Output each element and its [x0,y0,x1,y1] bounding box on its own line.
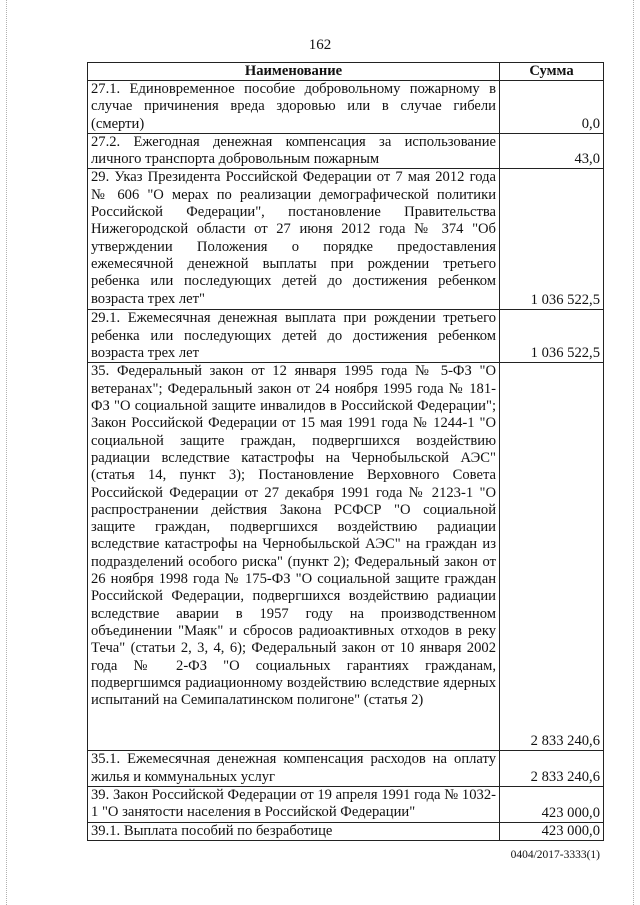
row-sum: 1 036 522,5 [500,169,604,310]
table-row [88,787,604,823]
row-name: 29.1. Ежемесячная денежная выплата при рождении третьего ребенка или последующих детей до достижения ребенком возраста трех лет [88,310,500,363]
table-row [88,823,604,841]
row-name: 27.2. Ежегодная денежная компенсация за использование личного транспорта добровольным пожарным [88,133,500,169]
row-name: 39.1. Выплата пособий по безработице [88,823,500,841]
row-sum: 2 833 240,6 [500,363,604,751]
table-row [88,133,604,169]
budget-table [87,62,604,841]
row-sum: 43,0 [500,133,604,169]
header-sum: Сумма [500,63,604,81]
table-row [88,169,604,310]
row-name: 27.1. Единовременное пособие добровольному пожарному в случае причинения вреда здоровью или в случае гибели (смерти) [88,81,500,134]
row-name: 35. Федеральный закон от 12 января 1995 года № 5-ФЗ "О ветеранах"; Федеральный закон от 24 ноября 1995 года № 181-ФЗ "О социальной защите инвалидов в Российской Федерации"; Закон Российской Федерации от 15 мая 1991 года № 1244-1 "О социальной защите граждан, подвергшихся воздействию радиации вследствие катастрофы на Чернобыльской АЭС" (статья 14, пункт 3); Постановление Верховного Совета Российской Федерации от 27 декабря 1991 года № 2123-1 "О распространении действия Закона РСФСР "О социальной защите граждан, подвергшихся воздействию радиации вследствие катастрофы на Чернобыльской АЭС" на граждан из подразделений особого риска" (пункт 2); Федеральный закон от 26 ноября 1998 года № 175-ФЗ "О социальной защите граждан Российской Федерации, подвергшихся воздействию радиации вследствие аварии в 1957 году на производственном объединении "Маяк" и сбросов радиоактивных отходов в реку Теча" (статьи 2, 3, 4, 6); Федеральный закон от 10 января 2002 года № 2-ФЗ "О социальных гарантиях гражданам, подвергшимся радиационному воздействию вследствие ядерных испытаний на Семипалатинском полигоне" (статья 2) [88,363,500,751]
document-code: 0404/2017-3333(1) [510,849,600,861]
header-name: Наименование [88,63,500,81]
row-name: 35.1. Ежемесячная денежная компенсация расходов на оплату жилья и коммунальных услуг [88,751,500,787]
table-row [88,310,604,363]
table-row [88,363,604,751]
row-sum: 1 036 522,5 [500,310,604,363]
row-name: 39. Закон Российской Федерации от 19 апреля 1991 года № 1032-1 "О занятости населения в Российской Федерации" [88,787,500,823]
page-number: 162 [308,37,332,53]
right-margin-dots [633,0,635,905]
table-header-row [88,63,604,81]
row-sum: 2 833 240,6 [500,751,604,787]
row-name: 29. Указ Президента Российской Федерации от 7 мая 2012 года № 606 "О мерах по реализации демографической политики Российской Федерации", постановление Правительства Нижегородской области от 27 июня 2012 года № 374 "Об утверждении Положения о порядке предоставления ежемесячной денежной выплаты при рождении третьего ребенка или последующих детей до достижения ребенком возраста трех лет" [88,169,500,310]
row-sum: 0,0 [500,81,604,134]
row-sum: 423 000,0 [500,787,604,823]
left-margin-dots [6,0,8,905]
table-row [88,81,604,134]
row-sum: 423 000,0 [500,823,604,841]
table-row [88,751,604,787]
